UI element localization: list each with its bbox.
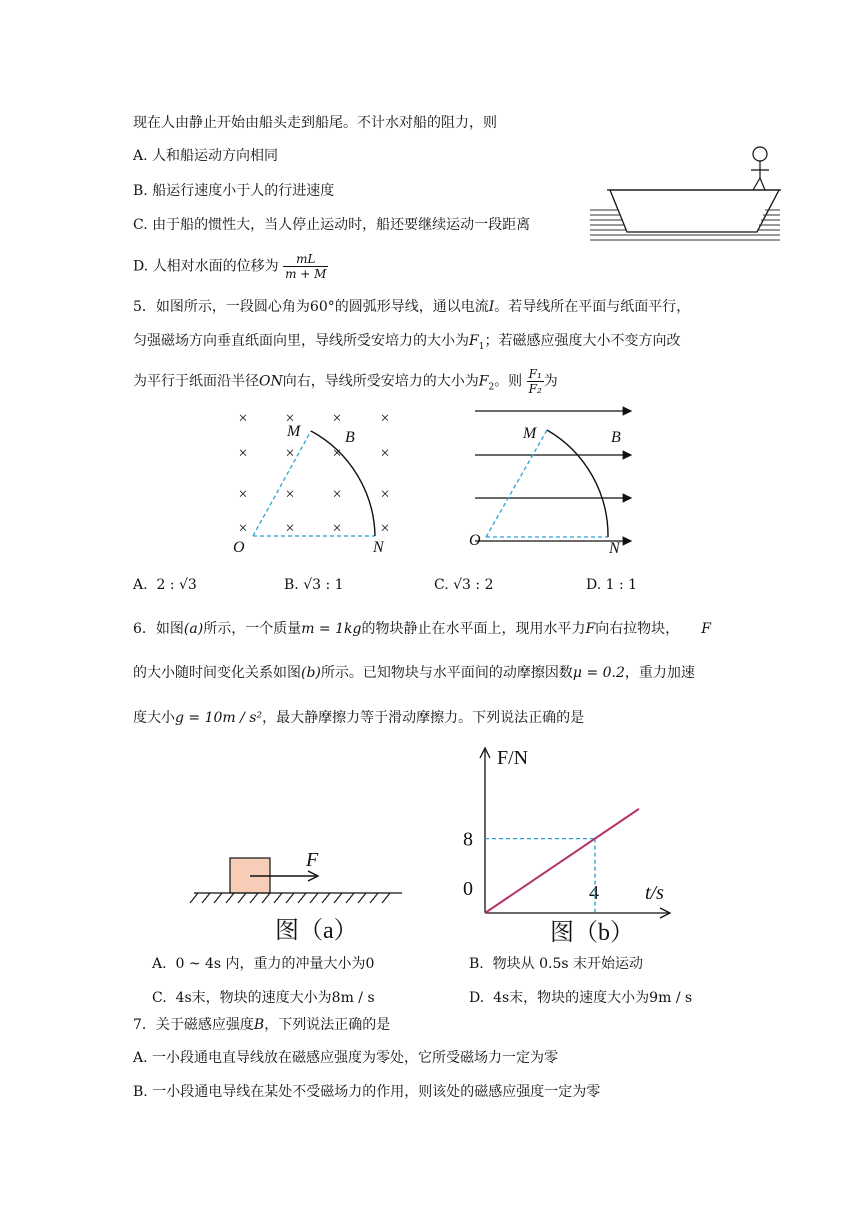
svg-text:×: × bbox=[238, 520, 248, 537]
svg-text:×: × bbox=[380, 410, 390, 427]
x-axis-label: t/s bbox=[645, 882, 664, 904]
ground-hatch bbox=[322, 893, 330, 903]
q5-line3: 为平行于纸面沿半径ON向右，导线所受安培力的大小为$F_2$。则 $\frac{\text{F₁}}{\text{F₂}}$ 为 bbox=[133, 367, 558, 396]
ground-hatch bbox=[262, 893, 270, 903]
ground-hatch bbox=[382, 893, 390, 903]
svg-text:×: × bbox=[332, 410, 342, 427]
q5-figure-right bbox=[465, 400, 645, 560]
force-label: F bbox=[306, 849, 319, 871]
ground-hatch bbox=[274, 893, 282, 903]
svg-text:B: B bbox=[611, 429, 621, 446]
ground-hatch bbox=[238, 893, 246, 903]
svg-text:×: × bbox=[285, 445, 295, 462]
y-axis-label: F/N bbox=[497, 747, 529, 769]
q4-option-d: D. 人相对水面的位移为 $\frac{mL}{m + M}$ bbox=[133, 252, 327, 281]
series-line bbox=[485, 809, 639, 913]
svg-text:×: × bbox=[332, 486, 342, 503]
svg-text:O: O bbox=[469, 532, 481, 549]
q5-option-b: B. √3 : 1 bbox=[284, 577, 344, 593]
cross-mark: × bbox=[238, 410, 248, 427]
q4-stem-tail: 现在人由静止开始由船头走到船尾。不计水对船的阻力，则 bbox=[133, 115, 497, 131]
y-tick-label: 8 bbox=[463, 828, 473, 851]
q4-option-c: C. 由于船的惯性大，当人停止运动时，船还要继续运动一段距离 bbox=[133, 217, 531, 233]
origin-label: 0 bbox=[463, 878, 473, 900]
q5-fraction: $\frac{\text{F₁}}{\text{F₂}}$ bbox=[528, 367, 542, 396]
svg-text:×: × bbox=[238, 486, 248, 503]
q7-option-a: A. 一小段通电直导线放在磁感应强度为零处，它所受磁场力一定为零 bbox=[133, 1050, 559, 1066]
svg-text:M: M bbox=[287, 423, 301, 440]
svg-text:×: × bbox=[380, 445, 390, 462]
ground-hatch bbox=[346, 893, 354, 903]
ground-hatch bbox=[286, 893, 294, 903]
ground-hatch bbox=[298, 893, 306, 903]
q5-line2: 匀强磁场方向垂直纸面向里，导线所受安培力的大小为$F_1$；若磁感应强度大小不变方向改 bbox=[133, 333, 681, 352]
ground-hatch bbox=[226, 893, 234, 903]
boat-figure bbox=[585, 140, 785, 250]
ground-hatch bbox=[190, 893, 198, 903]
q4-fraction: $\frac{mL}{m + M}$ bbox=[285, 252, 327, 281]
q4-option-a: A. 人和船运动方向相同 bbox=[133, 148, 279, 164]
q5-option-a: A. 2 : √3 bbox=[133, 577, 197, 593]
q5-line1: 5．如图所示，一段圆心角为60°的圆弧形导线，通以电流I。若导线所在平面与纸面平行， bbox=[133, 299, 691, 315]
svg-text:N: N bbox=[609, 540, 620, 557]
q6-line2: 的大小随时间变化关系如图(b)所示。已知物块与水平面间的动摩擦因数μ = 0.2，重力加速 bbox=[133, 665, 695, 681]
svg-text:×: × bbox=[332, 520, 342, 537]
q6-chart-b bbox=[455, 740, 685, 950]
svg-text:×: × bbox=[332, 445, 342, 462]
ground-hatch bbox=[250, 893, 258, 903]
fig-a-caption: 图（a） bbox=[275, 918, 358, 944]
ground-hatch bbox=[202, 893, 210, 903]
q5-figure-left bbox=[225, 400, 405, 560]
svg-text:×: × bbox=[285, 410, 295, 427]
svg-text:M: M bbox=[523, 425, 537, 442]
q6-option-c: C. 4s末，物块的速度大小为8m / s bbox=[152, 990, 375, 1006]
q5-option-d: D. 1 : 1 bbox=[586, 577, 638, 593]
q4-option-b: B. 船运行速度小于人的行进速度 bbox=[133, 183, 335, 199]
svg-text:×: × bbox=[238, 445, 248, 462]
q6-option-d: D. 4s末，物块的速度大小为9m / s bbox=[469, 990, 693, 1006]
q6-option-a: A. 0 ~ 4s 内，重力的冲量大小为0 bbox=[152, 956, 375, 972]
ground-hatch bbox=[370, 893, 378, 903]
q6-figure-a bbox=[190, 840, 410, 950]
svg-text:×: × bbox=[285, 486, 295, 503]
ground-hatch bbox=[214, 893, 222, 903]
q6-line3: 度大小g = 10m / s²，最大静摩擦力等于滑动摩擦力。下列说法正确的是 bbox=[133, 710, 585, 726]
svg-text:N: N bbox=[373, 539, 384, 556]
ground-hatch bbox=[358, 893, 366, 903]
svg-text:×: × bbox=[380, 520, 390, 537]
ground-hatch bbox=[310, 893, 318, 903]
q7-stem: 7．关于磁感应强度B，下列说法正确的是 bbox=[133, 1017, 391, 1033]
svg-text:×: × bbox=[380, 486, 390, 503]
ground-hatch bbox=[334, 893, 342, 903]
svg-text:O: O bbox=[233, 539, 245, 556]
q6-option-b: B. 物块从 0.5s 末开始运动 bbox=[469, 956, 644, 972]
svg-text:B: B bbox=[345, 429, 355, 446]
q7-option-b: B. 一小段通电导线在某处不受磁场力的作用，则该处的磁感应强度一定为零 bbox=[133, 1084, 601, 1100]
fig-b-caption: 图（b） bbox=[550, 920, 634, 946]
q6-line1: 6．如图(a)所示，一个质量m = 1kg的物块静止在水平面上，现用水平力F向右拉物块， F bbox=[133, 621, 711, 637]
svg-text:×: × bbox=[285, 520, 295, 537]
q5-option-c: C. √3 : 2 bbox=[434, 577, 494, 593]
x-tick-label: 4 bbox=[589, 882, 599, 904]
